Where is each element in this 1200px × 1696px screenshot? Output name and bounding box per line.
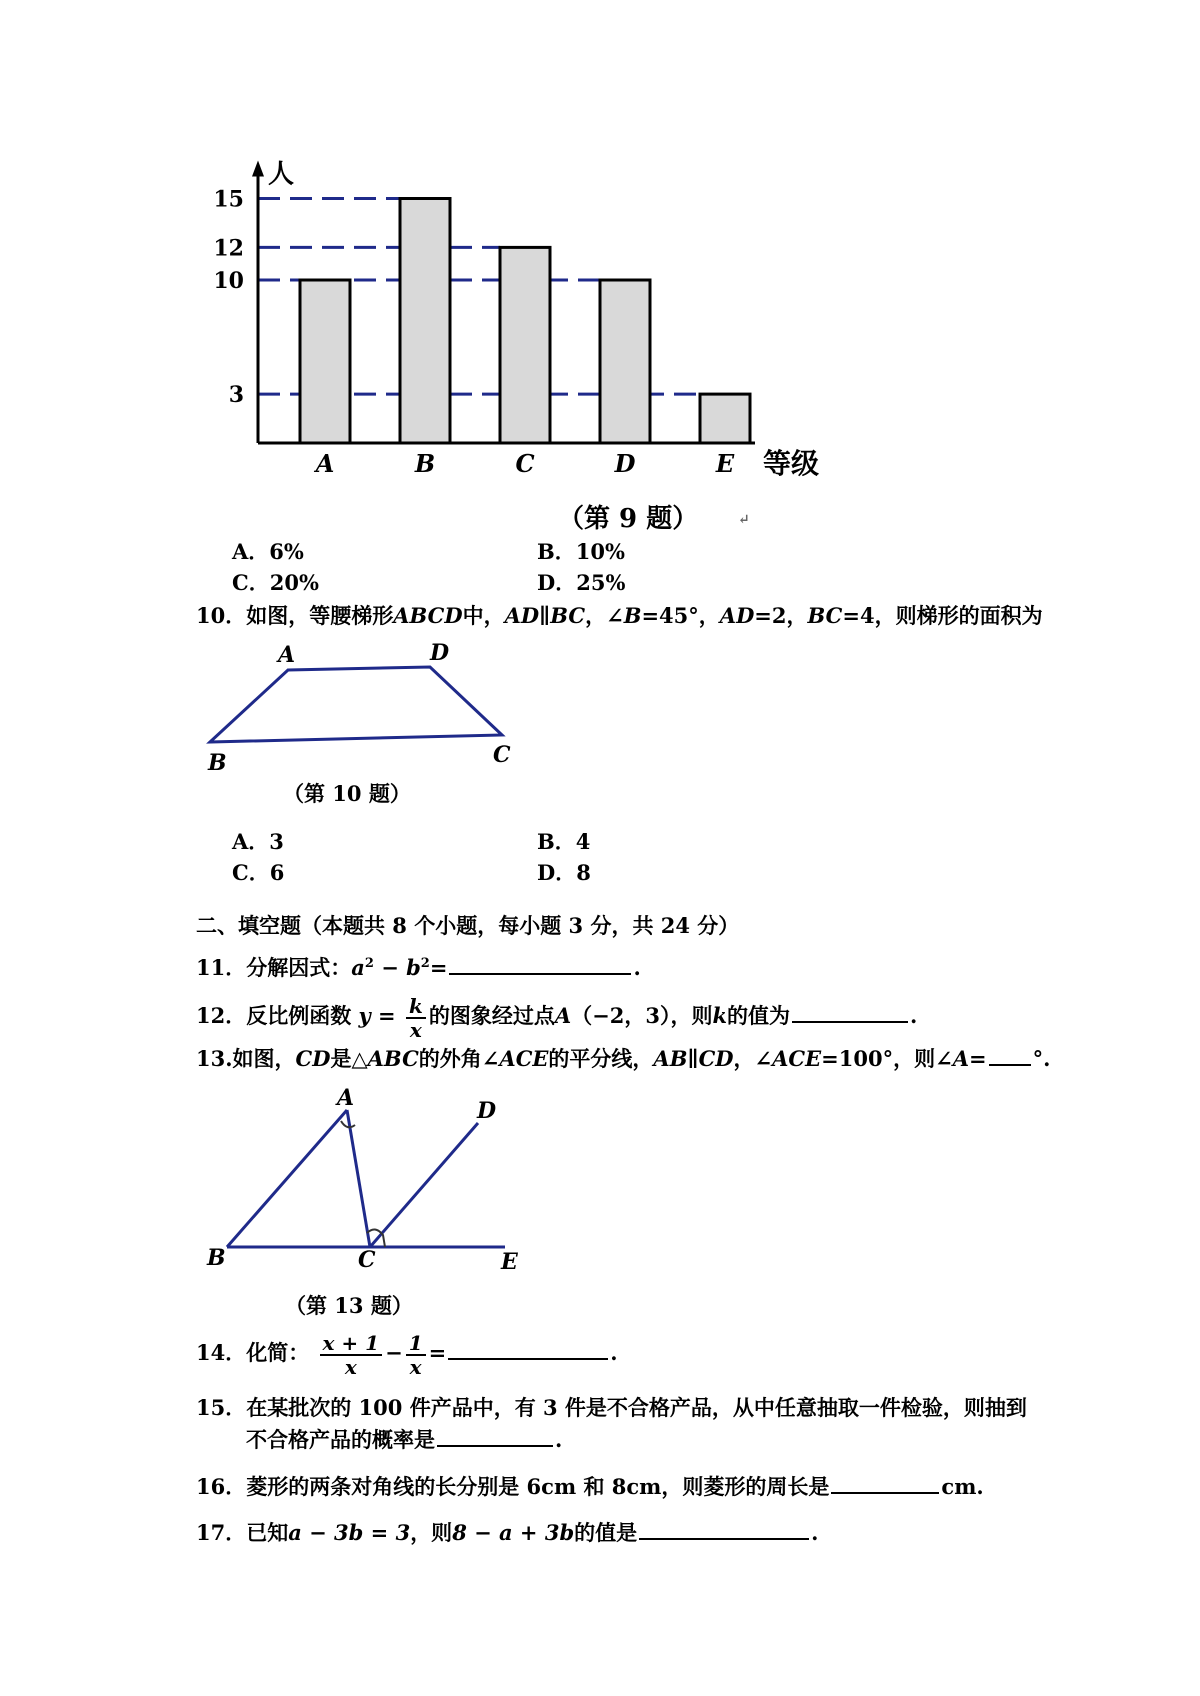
- q9-option-c: C．20%: [232, 570, 319, 595]
- q15-answer-blank[interactable]: [437, 1425, 553, 1447]
- y-axis-arrow-icon: [252, 161, 264, 177]
- q16: 16．菱形的两条对角线的长分别是 6cm 和 8cm，则菱形的周长是 cm.: [196, 1474, 984, 1499]
- trapezoid-abcd: [210, 667, 502, 742]
- section-2-title: 二、填空题（本题共 8 个小题，每小题 3 分，共 24 分）: [196, 913, 740, 938]
- y-tick-label-15: 15: [213, 186, 244, 213]
- fraction-x-plus-1-over-x: $\frac{x + 1}{x}$: [320, 1332, 383, 1378]
- label-a: A: [278, 642, 296, 668]
- q13-answer-blank[interactable]: [989, 1044, 1031, 1066]
- label-a: A: [337, 1085, 355, 1111]
- q13-caption: （第 13 题）: [285, 1293, 413, 1318]
- label-c: C: [493, 742, 511, 768]
- q12: 12．反比例函数 y = $\frac{k}{x}$ 的图象经过点A（−2，3），则k的值为 .: [196, 993, 918, 1042]
- q9-option-b: B．10%: [537, 539, 625, 564]
- fraction-1-over-x: $\frac{1}{x}$: [406, 1332, 426, 1378]
- chart-caption: （第 9 题）: [558, 504, 699, 534]
- q15-line2: 不合格产品的概率是 .: [246, 1427, 563, 1452]
- x-tick-label-A: A: [315, 449, 335, 478]
- trapezoid-figure: [190, 640, 530, 775]
- label-d: D: [477, 1098, 497, 1124]
- q10-caption: （第 10 题）: [283, 781, 411, 806]
- label-b: B: [208, 750, 227, 775]
- q11-answer-blank[interactable]: [449, 953, 631, 975]
- q17-answer-blank[interactable]: [639, 1518, 809, 1540]
- x-axis-label: 等级: [763, 447, 820, 480]
- fraction-k-over-x: $\frac{k}{x}$: [406, 995, 426, 1041]
- x-tick-label-D: D: [614, 449, 636, 478]
- q10-option-a: A．3: [232, 829, 284, 854]
- return-mark-icon: ↵: [738, 512, 750, 528]
- triangle-figure: [195, 1085, 535, 1285]
- bar-A: [300, 280, 350, 443]
- y-tick-label-10: 10: [213, 268, 244, 294]
- bar-D: [600, 280, 650, 443]
- bar-chart-q9: [0, 0, 1200, 480]
- x-tick-label-E: E: [715, 449, 735, 478]
- bar-E: [700, 394, 750, 443]
- q15-line1: 15．在某批次的 100 件产品中，有 3 件是不合格产品，从中任意抽取一件检验，则抽到: [196, 1395, 1027, 1420]
- x-tick-label-C: C: [515, 449, 535, 478]
- bar-C: [500, 247, 550, 443]
- label-c: C: [358, 1247, 376, 1273]
- q17: 17．已知a − 3b = 3，则8 − a + 3b的值是 .: [196, 1520, 819, 1545]
- q14-answer-blank[interactable]: [448, 1338, 608, 1360]
- q9-option-a: A．6%: [232, 539, 304, 564]
- bar-B: [400, 199, 450, 444]
- q16-answer-blank[interactable]: [831, 1472, 939, 1494]
- label-b: B: [207, 1245, 226, 1271]
- q10-stem: 10．如图，等腰梯形ABCD中，AD∥BC，∠B=45°，AD=2，BC=4，则梯形的面积为: [196, 603, 1043, 628]
- q10-option-d: D．8: [537, 860, 591, 885]
- q10-option-c: C．6: [232, 860, 285, 885]
- y-tick-label-12: 12: [213, 235, 244, 262]
- q11: 11．分解因式：$a^2 - b^2=$ .: [196, 955, 641, 980]
- q10-option-b: B．4: [537, 829, 591, 854]
- label-d: D: [430, 640, 450, 666]
- q12-answer-blank[interactable]: [792, 1001, 908, 1023]
- label-e: E: [501, 1249, 518, 1275]
- x-tick-label-B: B: [414, 449, 436, 478]
- q9-option-d: D．25%: [537, 570, 626, 595]
- q13-stem: 13.如图，CD是△ABC的外角∠ACE的平分线，AB∥CD，∠ACE=100°，则∠A= °.: [196, 1046, 1051, 1071]
- y-tick-label-3: 3: [228, 382, 244, 409]
- q14: 14．化简： $\frac{x + 1}{x}$ − $\frac{1}{x}$ = .: [196, 1330, 618, 1379]
- y-axis-label: 人: [268, 159, 295, 190]
